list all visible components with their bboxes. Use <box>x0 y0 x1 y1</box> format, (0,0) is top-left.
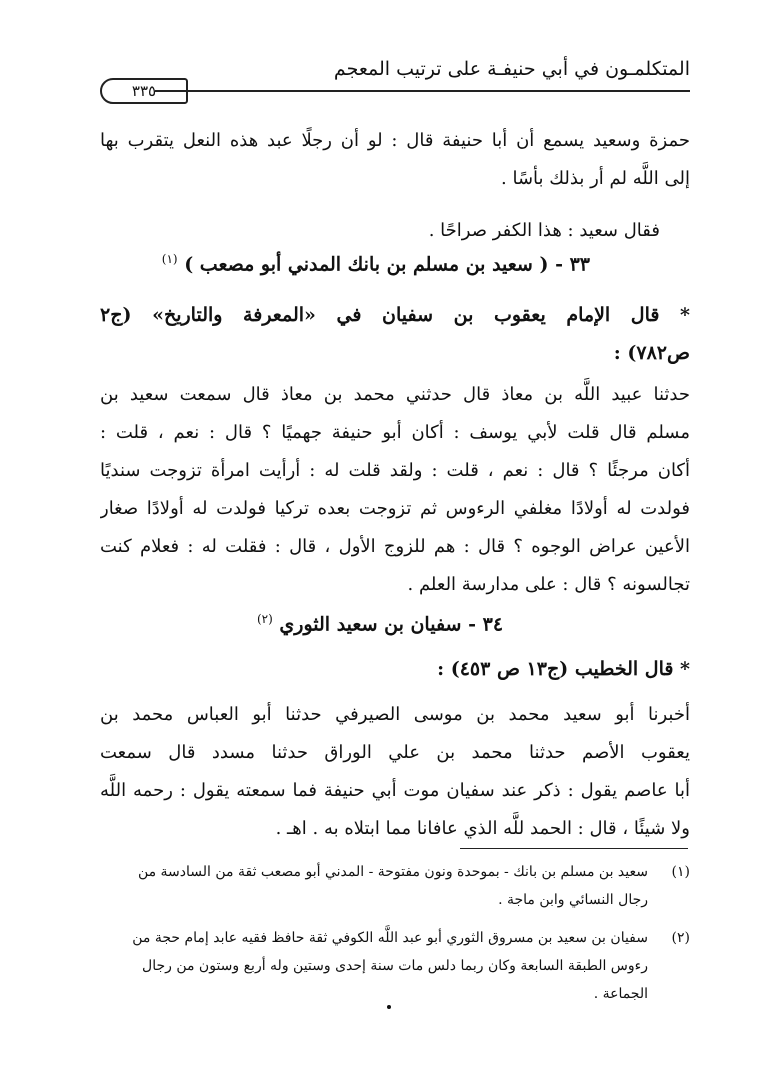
footnote-line: سفيان بن سعيد بن مسروق الثوري أبو عبد اللَّه الكوفي ثقة حافظ فقيه عابد إمام حجة من <box>132 930 648 946</box>
paragraph-4 <box>100 696 690 848</box>
page-mark-dot <box>387 1005 391 1009</box>
entry-title: ٣٤ - سفيان بن سعيد الثوري <box>279 613 504 636</box>
footnote-1 <box>100 858 690 914</box>
citation-line: ص٧٨٢) : <box>613 342 690 364</box>
entry-title: ٣٣ - ( سعيد بن مسلم بن بانك المدني أبو مصعب ) <box>184 253 590 276</box>
paragraph-line: أكان مرجئًا ؟ قال : نعم ، قلت : ولقد قلت له : أرأيت امرأة تزوجت سنديًا <box>100 460 690 481</box>
paragraph-3 <box>100 376 690 604</box>
paragraph-line: تجالسونه ؟ قال : على مدارسة العلم . <box>407 574 690 595</box>
entry-heading-33 <box>161 252 590 276</box>
citation-line: * قال الإمام يعقوب بن سفيان في «المعرفة والتاريخ» (ج٢ <box>100 304 690 326</box>
footnote-line: سعيد بن مسلم بن بانك - بموحدة ونون مفتوحة - المدني أبو مصعب ثقة من السادسة من <box>137 864 648 880</box>
citation-line: * قال الخطيب (ج١٣ ص ٤٥٣) : <box>437 658 690 680</box>
footnote-divider <box>460 848 688 849</box>
header-rule <box>155 90 690 92</box>
footnote-line: رءوس الطبقة السابعة وكان ربما دلس مات سنة إحدى وستين وله أربع وستون من رجال <box>142 958 648 974</box>
paragraph-line: أبا عاصم يقول : ذكر عند سفيان موت أبي حنيفة فما سمعته يقول : رحمه اللَّه <box>100 780 690 801</box>
footnote-number: (٢) <box>671 930 690 946</box>
paragraph-line: ولا شيئًا ، قال : الحمد للَّه الذي عافانا مما ابتلاه به . اهـ . <box>275 818 690 839</box>
footnote-number: (١) <box>671 864 690 880</box>
running-title: المتكلمـون في أبي حنيفـة على ترتيب المعجم <box>333 58 690 80</box>
footnote-ref: (١) <box>161 252 178 266</box>
paragraph-line: فقال سعيد : هذا الكفر صراحًا . <box>428 220 660 241</box>
paragraph-2 <box>100 212 660 250</box>
paragraph-line: يعقوب الأصم حدثنا محمد بن علي الوراق حدثنا مسدد قال سمعت <box>100 742 690 763</box>
source-citation-33 <box>100 296 690 372</box>
paragraph-line: أخبرنا أبو سعيد محمد بن موسى الصيرفي حدثنا أبو العباس محمد بن <box>100 704 690 725</box>
paragraph-line: إلى اللَّه لم أر بذلك بأسًا . <box>501 168 690 189</box>
paragraph-line: فولدت له أولادًا مغلفي الرءوس ثم تزوجت بعده تركيا فولدت له أولادًا صغار <box>100 498 690 519</box>
page-number: ٣٣٥ <box>100 78 188 104</box>
footnote-2 <box>100 924 690 1008</box>
footnote-line: الجماعة . <box>593 986 648 1002</box>
paragraph-line: حمزة وسعيد يسمع أن أبا حنيفة قال : لو أن رجلًا عبد هذه النعل يتقرب بها <box>100 130 690 151</box>
footnote-line: رجال النسائي وابن ماجة . <box>498 892 648 908</box>
footnote-ref: (٢) <box>256 612 273 626</box>
paragraph-line: حدثنا عبيد اللَّه بن معاذ قال حدثني محمد بن معاذ قال سمعت سعيد بن <box>100 384 690 405</box>
paragraph-line: الأعين عراض الوجوه ؟ قال : هم للزوج الأول ، قال : فقلت له : فعلام كنت <box>100 536 690 557</box>
paragraph-1 <box>100 122 690 198</box>
source-citation-34 <box>100 650 690 688</box>
paragraph-line: مسلم قال قلت لأبي يوسف : أكان أبو حنيفة جهميًا ؟ قال : نعم ، قلت : <box>100 422 690 443</box>
entry-heading-34 <box>250 612 510 635</box>
